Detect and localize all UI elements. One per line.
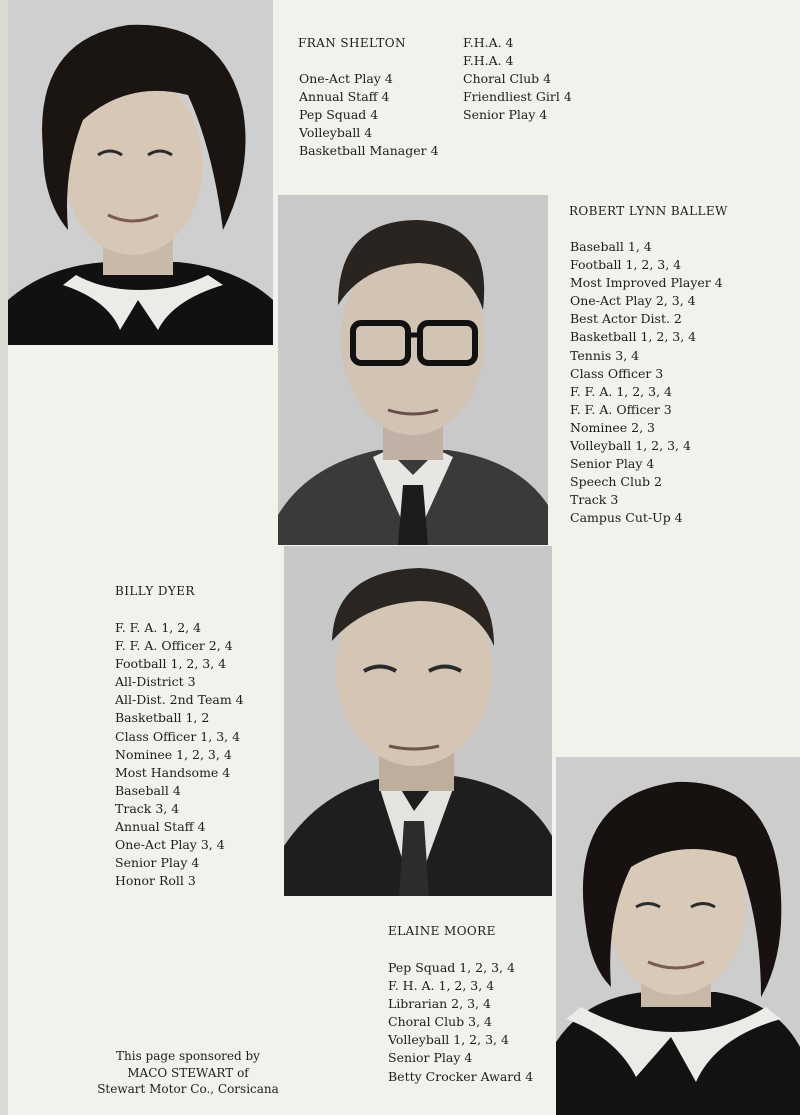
activity-item: Best Actor Dist. 2 bbox=[570, 311, 682, 327]
activity-item: All-Dist. 2nd Team 4 bbox=[115, 692, 244, 708]
activities-fran-shelton-col2 bbox=[463, 34, 572, 124]
activities-elaine-moore bbox=[388, 959, 533, 1086]
activity-item: All-District 3 bbox=[115, 674, 196, 690]
portrait-robert-lynn-ballew bbox=[278, 195, 548, 545]
activity-item: One-Act Play 3, 4 bbox=[115, 837, 225, 853]
sponsor-line-2: MACO STEWART of bbox=[127, 1065, 249, 1080]
activities-billy-dyer bbox=[115, 619, 244, 890]
portrait-elaine-moore bbox=[556, 757, 800, 1115]
sponsor-line-3: Stewart Motor Co., Corsicana bbox=[97, 1082, 279, 1096]
activity-item: Senior Play 4 bbox=[115, 855, 200, 871]
activity-item: One-Act Play 2, 3, 4 bbox=[570, 293, 696, 309]
activity-item: Betty Crocker Award 4 bbox=[388, 1068, 534, 1084]
activity-item: Campus Cut-Up 4 bbox=[570, 510, 683, 526]
activity-item: Volleyball 4 bbox=[299, 125, 373, 141]
activity-item: F.H.A. 4 bbox=[463, 35, 514, 50]
activity-item: Most Improved Player 4 bbox=[570, 275, 723, 291]
portrait-fran-shelton bbox=[8, 0, 273, 345]
activity-item: Basketball Manager 4 bbox=[299, 143, 439, 159]
activity-item: Pep Squad 1, 2, 3, 4 bbox=[388, 960, 515, 975]
activity-item: Librarian 2, 3, 4 bbox=[388, 996, 491, 1012]
activity-item: Pep Squad 4 bbox=[299, 107, 379, 123]
activity-item: Speech Club 2 bbox=[570, 474, 662, 490]
sponsor-credit bbox=[92, 1048, 284, 1098]
activity-item: Annual Staff 4 bbox=[299, 89, 390, 105]
activity-item: Football 1, 2, 3, 4 bbox=[570, 257, 682, 273]
activity-item: F. F. A. 1, 2, 4 bbox=[115, 620, 202, 635]
student-name-billy-dyer: BILLY DYER bbox=[115, 584, 195, 598]
page-binding-edge bbox=[0, 0, 8, 1115]
activity-item: Choral Club 3, 4 bbox=[388, 1014, 492, 1030]
activity-item: F. F. A. Officer 3 bbox=[570, 401, 672, 417]
activity-item: Basketball 1, 2 bbox=[115, 710, 210, 726]
activity-item: Annual Staff 4 bbox=[115, 819, 206, 835]
activity-item: Baseball 4 bbox=[115, 782, 181, 798]
activity-item: Honor Roll 3 bbox=[115, 873, 196, 889]
activity-item: Class Officer 3 bbox=[570, 365, 664, 381]
student-name-fran-shelton: FRAN SHELTON bbox=[298, 36, 406, 50]
activity-item: Volleyball 1, 2, 3, 4 bbox=[570, 438, 691, 454]
activity-item: F. F. A. Officer 2, 4 bbox=[115, 638, 233, 654]
activity-item: F. H. A. 1, 2, 3, 4 bbox=[388, 978, 495, 994]
activity-item: Tennis 3, 4 bbox=[570, 347, 640, 363]
activity-item: F.H.A. 4 bbox=[463, 53, 514, 69]
activity-item: Nominee 2, 3 bbox=[570, 419, 655, 435]
activity-item: Track 3, 4 bbox=[115, 800, 180, 816]
activity-item: One-Act Play 4 bbox=[299, 71, 393, 86]
activity-item: Most Handsome 4 bbox=[115, 764, 231, 780]
activity-item: Volleyball 1, 2, 3, 4 bbox=[388, 1032, 509, 1048]
portrait-billy-dyer bbox=[284, 546, 552, 896]
activity-item: Football 1, 2, 3, 4 bbox=[115, 656, 227, 672]
activities-fran-shelton-col1 bbox=[299, 70, 439, 160]
activity-item: Friendliest Girl 4 bbox=[463, 89, 572, 105]
activity-item: Choral Club 4 bbox=[463, 71, 552, 87]
activity-item: Class Officer 1, 3, 4 bbox=[115, 728, 241, 744]
activity-item: F. F. A. 1, 2, 3, 4 bbox=[570, 383, 672, 399]
activity-item: Track 3 bbox=[570, 492, 619, 508]
activity-item: Baseball 1, 4 bbox=[570, 239, 652, 254]
student-name-robert-lynn-ballew: ROBERT LYNN BALLEW bbox=[569, 204, 728, 218]
activity-item: Senior Play 4 bbox=[388, 1050, 473, 1066]
sponsor-line-1: This page sponsored by bbox=[116, 1049, 260, 1063]
activity-item: Senior Play 4 bbox=[570, 456, 655, 472]
student-name-elaine-moore: ELAINE MOORE bbox=[388, 924, 496, 938]
activity-item: Nominee 1, 2, 3, 4 bbox=[115, 746, 232, 762]
activity-item: Basketball 1, 2, 3, 4 bbox=[570, 329, 697, 345]
activities-robert-lynn-ballew bbox=[570, 238, 723, 528]
activity-item: Senior Play 4 bbox=[463, 107, 548, 123]
